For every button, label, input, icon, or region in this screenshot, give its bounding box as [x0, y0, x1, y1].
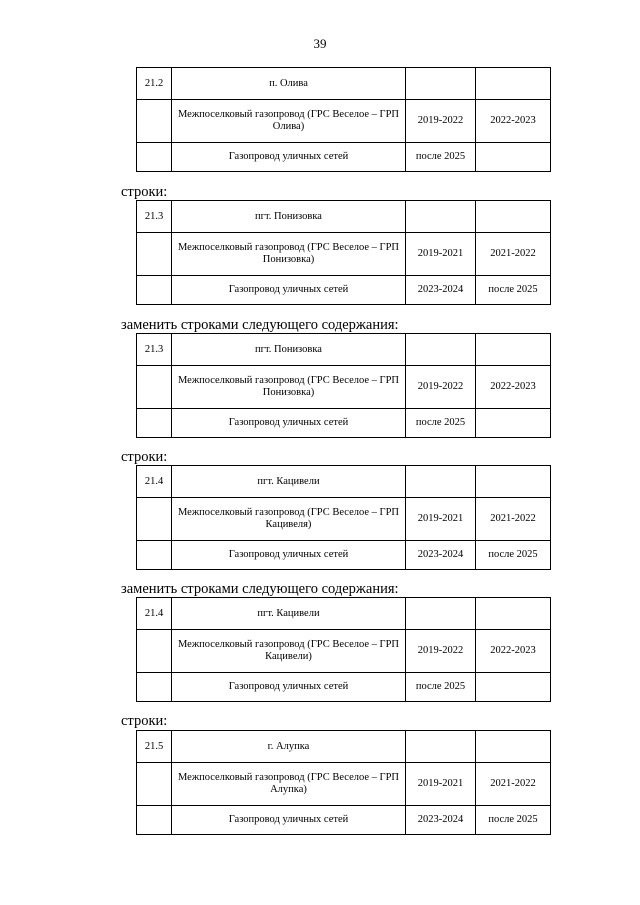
gas-table-21-4-old: [136, 465, 551, 570]
gas-table-21-4-new: [136, 597, 551, 702]
street-network-name: Газопровод уличных сетей: [172, 541, 406, 570]
street-network-period-1: 2023-2024: [406, 806, 476, 835]
empty-cell: [476, 201, 551, 233]
empty-cell: [137, 541, 172, 570]
empty-cell: [137, 100, 172, 143]
pipeline-period-2: 2021-2022: [476, 233, 551, 276]
item-number: 21.4: [137, 598, 172, 630]
pipeline-name: Межпоселковый газопровод (ГРС Веселое – ГРП Понизовка): [172, 233, 406, 276]
section-heading: заменить строками следующего содержания:: [121, 581, 399, 597]
empty-cell: [476, 466, 551, 498]
pipeline-name: Межпоселковый газопровод (ГРС Веселое – ГРП Кацивеля): [172, 498, 406, 541]
empty-cell: [137, 143, 172, 172]
gas-table-21-3-old: [136, 200, 551, 305]
empty-cell: [137, 276, 172, 305]
pipeline-name: Межпоселковый газопровод (ГРС Веселое – ГРП Алупка): [172, 763, 406, 806]
gas-table-21-3-new: [136, 333, 551, 438]
item-number: 21.2: [137, 68, 172, 100]
pipeline-name: Межпоселковый газопровод (ГРС Веселое – ГРП Понизовка): [172, 366, 406, 409]
pipeline-period-2: 2021-2022: [476, 763, 551, 806]
street-network-period-1: 2023-2024: [406, 276, 476, 305]
section-heading: строки:: [121, 713, 168, 729]
pipeline-period-1: 2019-2022: [406, 366, 476, 409]
table-row: [137, 143, 551, 172]
pipeline-period-1: 2019-2022: [406, 630, 476, 673]
empty-cell: [137, 498, 172, 541]
table-row: [137, 100, 551, 143]
empty-cell: [406, 598, 476, 630]
table-row: [137, 763, 551, 806]
pipeline-period-2: 2022-2023: [476, 100, 551, 143]
empty-cell: [137, 630, 172, 673]
table-row: [137, 541, 551, 570]
empty-cell: [476, 598, 551, 630]
street-network-name: Газопровод уличных сетей: [172, 673, 406, 702]
pipeline-name: Межпоселковый газопровод (ГРС Веселое – ГРП Кацивели): [172, 630, 406, 673]
empty-cell: [137, 233, 172, 276]
street-network-name: Газопровод уличных сетей: [172, 806, 406, 835]
street-network-period-2: [476, 673, 551, 702]
settlement-name: г. Алупка: [172, 731, 406, 763]
street-network-name: Газопровод уличных сетей: [172, 143, 406, 172]
item-number: 21.5: [137, 731, 172, 763]
table-row: [137, 598, 551, 630]
item-number: 21.4: [137, 466, 172, 498]
table-row: [137, 366, 551, 409]
page-number: 39: [313, 36, 327, 51]
settlement-name: пгт. Понизовка: [172, 334, 406, 366]
pipeline-period-1: 2019-2022: [406, 100, 476, 143]
pipeline-period-2: 2021-2022: [476, 498, 551, 541]
pipeline-period-2: 2022-2023: [476, 630, 551, 673]
empty-cell: [406, 334, 476, 366]
gas-table-21-5-old: [136, 730, 551, 835]
table-row: [137, 334, 551, 366]
street-network-name: Газопровод уличных сетей: [172, 276, 406, 305]
table-row: [137, 630, 551, 673]
pipeline-period-2: 2022-2023: [476, 366, 551, 409]
empty-cell: [476, 731, 551, 763]
street-network-period-2: после 2025: [476, 806, 551, 835]
item-number: 21.3: [137, 334, 172, 366]
pipeline-name: Межпоселковый газопровод (ГРС Веселое – ГРП Олива): [172, 100, 406, 143]
pipeline-period-1: 2019-2021: [406, 233, 476, 276]
table-row: [137, 276, 551, 305]
street-network-period-1: после 2025: [406, 143, 476, 172]
street-network-period-2: [476, 409, 551, 438]
settlement-name: пгт. Кацивели: [172, 598, 406, 630]
empty-cell: [137, 763, 172, 806]
empty-cell: [406, 731, 476, 763]
pipeline-period-1: 2019-2021: [406, 763, 476, 806]
street-network-period-2: после 2025: [476, 276, 551, 305]
empty-cell: [406, 68, 476, 100]
table-row: [137, 673, 551, 702]
table-row: [137, 233, 551, 276]
pipeline-period-1: 2019-2021: [406, 498, 476, 541]
empty-cell: [406, 466, 476, 498]
settlement-name: пгт. Понизовка: [172, 201, 406, 233]
empty-cell: [137, 806, 172, 835]
section-heading: строки:: [121, 184, 168, 200]
street-network-period-2: [476, 143, 551, 172]
table-row: [137, 409, 551, 438]
table-row: [137, 731, 551, 763]
section-heading: строки:: [121, 449, 168, 465]
street-network-period-2: после 2025: [476, 541, 551, 570]
street-network-period-1: после 2025: [406, 673, 476, 702]
empty-cell: [476, 68, 551, 100]
section-heading: заменить строками следующего содержания:: [121, 317, 399, 333]
item-number: 21.3: [137, 201, 172, 233]
empty-cell: [406, 201, 476, 233]
settlement-name: пгт. Кацивели: [172, 466, 406, 498]
empty-cell: [137, 366, 172, 409]
table-row: [137, 68, 551, 100]
empty-cell: [137, 673, 172, 702]
street-network-period-1: после 2025: [406, 409, 476, 438]
street-network-name: Газопровод уличных сетей: [172, 409, 406, 438]
street-network-period-1: 2023-2024: [406, 541, 476, 570]
table-row: [137, 201, 551, 233]
empty-cell: [137, 409, 172, 438]
table-row: [137, 498, 551, 541]
gas-table-21-2: [136, 67, 551, 172]
table-row: [137, 466, 551, 498]
empty-cell: [476, 334, 551, 366]
settlement-name: п. Олива: [172, 68, 406, 100]
table-row: [137, 806, 551, 835]
